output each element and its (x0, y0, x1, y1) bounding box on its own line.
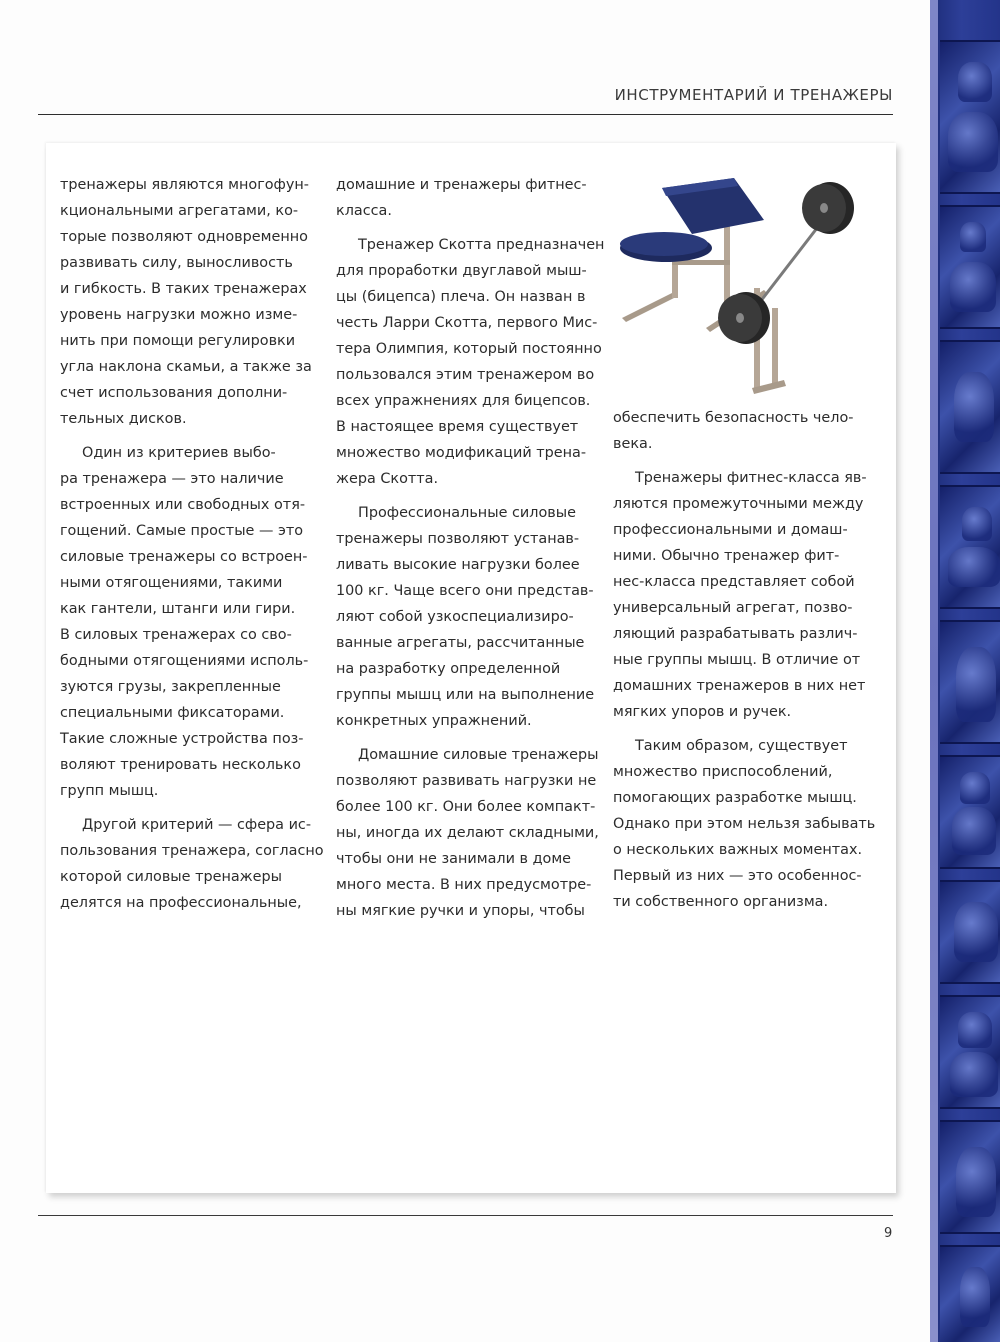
text-line: чтобы они не занимали в доме (336, 851, 572, 867)
paragraph (336, 742, 598, 924)
text-line: Такие сложные устройства поз- (60, 731, 304, 747)
text-line: ти собственного организма. (613, 894, 829, 910)
text-line: бодными отягощениями исполь- (60, 653, 309, 669)
text-line: торые позволяют одновременно (60, 229, 308, 245)
text-line: тренажеры являются многофун- (60, 177, 309, 193)
text-line: угла наклона скамьи, а также за (60, 359, 312, 375)
text-line: ляют собой узкоспециализиро- (336, 609, 574, 625)
text-line: пользования тренажера, согласно (60, 843, 324, 859)
text-line: ны, иногда их делают складными, (336, 825, 599, 841)
text-line: ны мягкие ручки и упоры, чтобы (336, 903, 585, 919)
text-line: ляются промежуточными между (613, 496, 864, 512)
text-line: на разработку определенной (336, 661, 561, 677)
strip-photo (940, 995, 1000, 1109)
page-number: 9 (884, 1226, 893, 1241)
text-line: ными отягощениями, такими (60, 575, 283, 591)
text-line: В силовых тренажерах со сво- (60, 627, 292, 643)
strip-photo (940, 40, 1000, 194)
text-line: которой силовые тренажеры (60, 869, 283, 885)
text-line: уровень нагрузки можно изме- (60, 307, 298, 323)
text-line: силовые тренажеры со встроен- (60, 549, 308, 565)
text-line: В настоящее время существует (336, 419, 579, 435)
text-line: развивать силу, выносливость (60, 255, 293, 271)
text-line: ные группы мышц. В отличие от (613, 652, 861, 668)
text-line: мягких упоров и ручек. (613, 704, 792, 720)
paragraph (336, 232, 605, 492)
text-line: Первый из них — это особеннос- (613, 868, 862, 884)
running-header (38, 80, 893, 115)
paragraph (60, 440, 322, 804)
text-line: домашних тренажеров в них нет (613, 678, 866, 694)
text-line: делятся на профессиональные, (60, 895, 302, 911)
text-line: зуются грузы, закрепленные (60, 679, 281, 695)
text-line: как гантели, штанги или гири. (60, 601, 296, 617)
paragraph (336, 500, 598, 734)
scott-bench-image (614, 168, 866, 398)
text-line: пользовался этим тренажером во (336, 367, 595, 383)
text-line: ляющий разрабатывать различ- (613, 626, 858, 642)
text-line: для проработки двуглавой мыш- (336, 263, 587, 279)
text-line: Тренажеры фитнес-класса яв- (635, 470, 867, 486)
text-column-1 (60, 172, 322, 916)
text-line: много места. В них предусмотре- (336, 877, 592, 893)
text-line: Другой критерий — сфера ис- (82, 817, 312, 833)
paragraph (60, 172, 322, 432)
text-line: домашние и тренажеры фитнес- (336, 177, 587, 193)
text-line: о нескольких важных моментах. (613, 842, 863, 858)
paragraph (60, 812, 322, 916)
text-line: обеспечить безопасность чело- (613, 410, 854, 426)
text-line: гощений. Самые простые — это (60, 523, 304, 539)
text-line: воляют тренировать несколько (60, 757, 301, 773)
text-line: Тренажер Скотта предназначен (358, 237, 605, 253)
text-line: Домашние силовые тренажеры (358, 747, 599, 763)
text-line: специальными фиксаторами. (60, 705, 285, 721)
strip-photo (940, 340, 1000, 474)
text-line: Профессиональные силовые (358, 505, 576, 521)
text-line: Однако при этом нельзя забывать (613, 816, 876, 832)
text-line: множество приспособлений, (613, 764, 833, 780)
text-line: жера Скотта. (336, 471, 439, 487)
text-line: цы (бицепса) плеча. Он назван в (336, 289, 586, 305)
text-line: ливать высокие нагрузки более (336, 557, 580, 573)
text-line: тельных дисков. (60, 411, 187, 427)
text-line: тера Олимпия, который постоянно (336, 341, 602, 357)
paragraph (336, 172, 598, 224)
paragraph (613, 733, 875, 915)
text-line: ними. Обычно тренажер фит- (613, 548, 840, 564)
decorative-photo-strip (930, 0, 1000, 1342)
strip-photo (940, 755, 1000, 869)
text-line: счет использования дополни- (60, 385, 288, 401)
text-line: помогающих разработке мышц. (613, 790, 857, 806)
text-line: множество модификаций трена- (336, 445, 587, 461)
text-line: 100 кг. Чаще всего они представ- (336, 583, 594, 599)
paragraph (613, 405, 875, 457)
text-line: класса. (336, 203, 392, 219)
paragraph (613, 465, 875, 725)
text-column-2 (336, 172, 605, 924)
text-line: Таким образом, существует (635, 738, 848, 754)
header-title: ИНСТРУМЕНТАРИЙ И ТРЕНАЖЕРЫ (614, 86, 893, 104)
text-line: универсальный агрегат, позво- (613, 600, 853, 616)
strip-photo (940, 880, 1000, 984)
text-line: ра тренажера — это наличие (60, 471, 284, 487)
text-line: профессиональными и домаш- (613, 522, 848, 538)
strip-photo (940, 1120, 1000, 1234)
text-column-3 (613, 405, 875, 915)
strip-edge (930, 0, 938, 1342)
text-line: и гибкость. В таких тренажерах (60, 281, 307, 297)
text-line: кциональными агрегатами, ко- (60, 203, 299, 219)
text-line: всех упражнениях для бицепсов. (336, 393, 591, 409)
text-line: конкретных упражнений. (336, 713, 532, 729)
text-line: нить при помощи регулировки (60, 333, 296, 349)
text-line: века. (613, 436, 653, 452)
text-line: честь Ларри Скотта, первого Мис- (336, 315, 598, 331)
strip-photo (940, 205, 1000, 329)
footer-rule (38, 1215, 893, 1216)
text-line: группы мышц или на выполнение (336, 687, 595, 703)
strip-photo (940, 620, 1000, 744)
text-line: более 100 кг. Они более компакт- (336, 799, 596, 815)
strip-photo (940, 1245, 1000, 1342)
strip-photo (940, 485, 1000, 609)
text-line: групп мышц. (60, 783, 159, 799)
text-line: нес-класса представляет собой (613, 574, 855, 590)
text-line: тренажеры позволяют устанав- (336, 531, 580, 547)
text-line: позволяют развивать нагрузки не (336, 773, 597, 789)
text-line: ванные агрегаты, рассчитанные (336, 635, 585, 651)
text-line: встроенных или свободных отя- (60, 497, 306, 513)
text-line: Один из критериев выбо- (82, 445, 276, 461)
